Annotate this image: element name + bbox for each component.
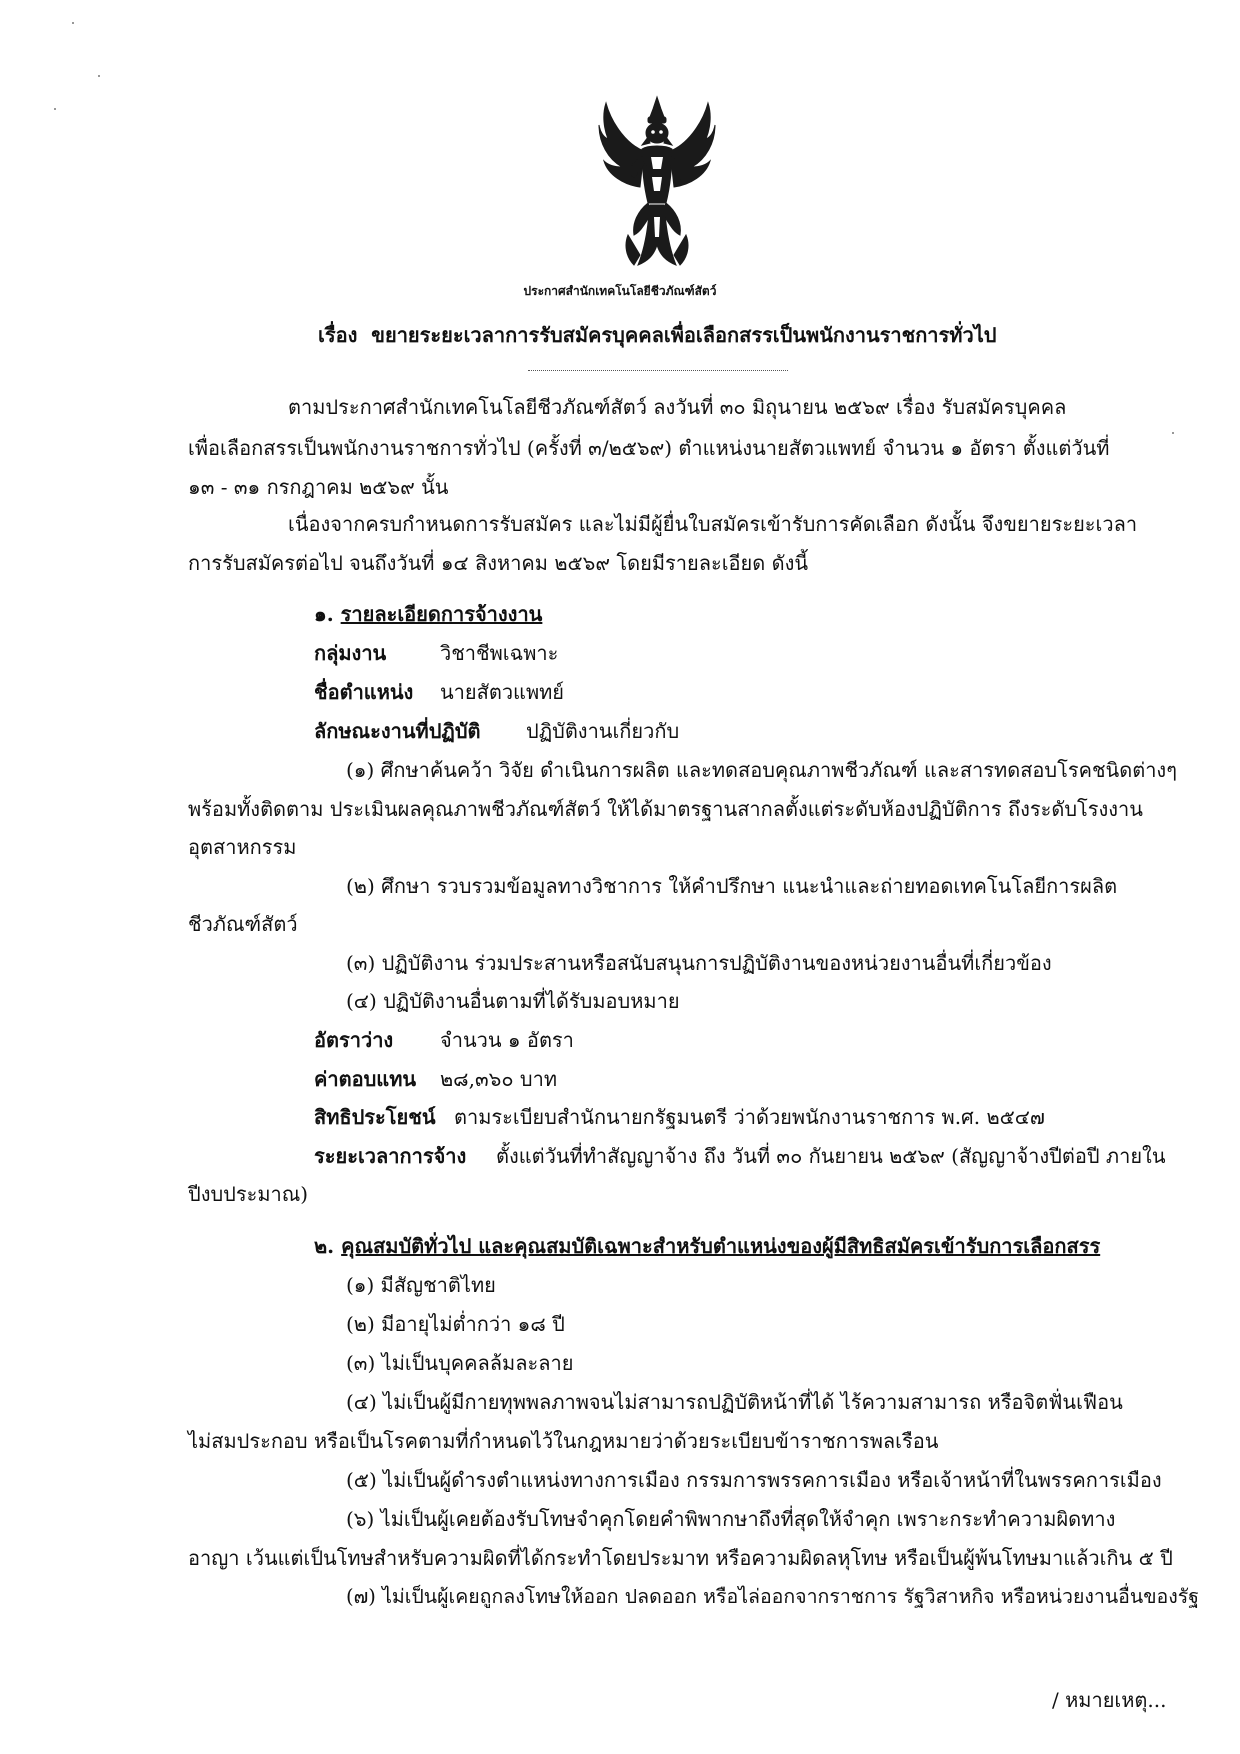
- group-row: [314, 643, 558, 663]
- duty-1-line1: (๑) ศึกษาค้นคว้า วิจัย ดำเนินการผลิต และทดสอบคุณภาพชีวภัณฑ์ และสารทดสอบโรคชนิดต่างๆ: [346, 758, 1177, 782]
- term-value-cont: ปีงบประมาณ): [188, 1182, 309, 1206]
- duty-1-line3: อุตสาหกรรม: [188, 835, 297, 859]
- intro-p2-line1: เนื่องจากครบกำหนดการรับสมัคร และไม่มีผู้ยื่นใบสมัครเข้ารับการคัดเลือก ดังนั้น จึงขยายระยะเวลา: [288, 512, 1138, 536]
- intro-p1-line3: ๑๓ - ๓๑ กรกฎาคม ๒๕๖๙ นั้น: [188, 475, 449, 499]
- garuda-emblem-icon: [598, 95, 716, 275]
- pay-label: ค่าตอบแทน: [314, 1067, 417, 1091]
- vacancy-value: จำนวน ๑ อัตรา: [440, 1028, 574, 1052]
- duty-4: (๔) ปฏิบัติงานอื่นตามที่ได้รับมอบหมาย: [346, 989, 680, 1013]
- qualification-5: (๕) ไม่เป็นผู้ดำรงตำแหน่งทางการเมือง กรรมการพรรคการเมือง หรือเจ้าหน้าที่ในพรรคการเมือง: [346, 1468, 1162, 1492]
- pay-value: ๒๘,๓๖๐ บาท: [440, 1067, 558, 1091]
- group-value: วิชาชีพเฉพาะ: [440, 641, 559, 665]
- duty-1-line2: พร้อมทั้งติดตาม ประเมินผลคุณภาพชีวภัณฑ์สัตว์ ให้ได้มาตรฐานสากลตั้งแต่ระดับห้องปฏิบัติการ ถึงระดับโรงงาน: [188, 797, 1143, 821]
- benefit-value: ตามระเบียบสำนักนายกรัฐมนตรี ว่าด้วยพนักงานราชการ พ.ศ. ๒๕๔๗: [454, 1105, 1045, 1129]
- scan-speck: [98, 75, 100, 77]
- benefit-row: [314, 1107, 1045, 1127]
- continuation-note: / หมายเหตุ...: [1052, 1688, 1167, 1712]
- term-row: [314, 1146, 1166, 1166]
- term-label: ระยะเวลาการจ้าง: [314, 1144, 467, 1168]
- section1-number: ๑.: [314, 602, 334, 626]
- subject-label: เรื่อง: [318, 323, 358, 347]
- qualification-3: (๓) ไม่เป็นบุคคลล้มละลาย: [346, 1351, 574, 1375]
- vacancy-row: [314, 1030, 574, 1050]
- section2-number: ๒.: [314, 1234, 335, 1258]
- duty-2-line1: (๒) ศึกษา รวบรวมข้อมูลทางวิชาการ ให้คำปรึกษา แนะนำและถ่ายทอดเทคโนโลยีการผลิต: [346, 874, 1118, 898]
- position-label: ชื่อตำแหน่ง: [314, 680, 414, 704]
- term-value: ตั้งแต่วันที่ทำสัญญาจ้าง ถึง วันที่ ๓๐ กันยายน ๒๕๖๙ (สัญญาจ้างปีต่อปี ภายใน: [496, 1144, 1166, 1168]
- benefit-label: สิทธิประโยชน์: [314, 1105, 436, 1129]
- section2-title: คุณสมบัติทั่วไป และคุณสมบัติเฉพาะสำหรับตำแหน่งของผู้มีสิทธิสมัครเข้ารับการเลือกสรร: [341, 1234, 1101, 1258]
- duty-value: ปฏิบัติงานเกี่ยวกับ: [526, 719, 680, 743]
- scan-speck: [54, 108, 56, 110]
- qualification-4-line2: ไม่สมประกอบ หรือเป็นโรคตามที่กำหนดไว้ในกฎหมายว่าด้วยระเบียบข้าราชการพลเรือน: [188, 1429, 939, 1453]
- group-label: กลุ่มงาน: [314, 641, 387, 665]
- qualification-7: (๗) ไม่เป็นผู้เคยถูกลงโทษให้ออก ปลดออก หรือไล่ออกจากราชการ รัฐวิสาหกิจ หรือหน่วยงานอื่นของรัฐ: [346, 1585, 1200, 1608]
- vacancy-label: อัตราว่าง: [314, 1028, 394, 1052]
- position-value: นายสัตวแพทย์: [440, 680, 565, 704]
- qualification-4-line1: (๔) ไม่เป็นผู้มีกายทุพพลภาพจนไม่สามารถปฏิบัติหน้าที่ได้ ไร้ความสามารถ หรือจิตฟั่นเฟือน: [346, 1390, 1123, 1414]
- duty-row: [314, 721, 679, 741]
- subject-text: ขยายระยะเวลาการรับสมัครบุคคลเพื่อเลือกสรรเป็นพนักงานราชการทั่วไป: [371, 323, 997, 347]
- scan-speck: [72, 22, 74, 24]
- scan-speck: [1172, 432, 1174, 434]
- intro-p2-line2: การรับสมัครต่อไป จนถึงวันที่ ๑๔ สิงหาคม ๒๕๖๙ โดยมีรายละเอียด ดังนี้: [188, 551, 809, 575]
- title-divider: [528, 370, 788, 371]
- announcement-title: ประกาศสำนักเทคโนโลยีชีวภัณฑ์สัตว์: [523, 284, 717, 298]
- pay-row: [314, 1069, 557, 1089]
- subject-line: [318, 325, 996, 345]
- qualification-6-line1: (๖) ไม่เป็นผู้เคยต้องรับโทษจำคุกโดยคำพิพากษาถึงที่สุดให้จำคุก เพราะกระทำความผิดทาง: [346, 1507, 1116, 1531]
- qualification-6-line2: อาญา เว้นแต่เป็นโทษสำหรับความผิดที่ได้กระทำโดยประมาท หรือความผิดลหุโทษ หรือเป็นผู้พ้นโทษมาแล้วเกิน ๕ ปี: [188, 1546, 1173, 1570]
- intro-p1-line1: ตามประกาศสำนักเทคโนโลยีชีวภัณฑ์สัตว์ ลงวันที่ ๓๐ มิถุนายน ๒๕๖๙ เรื่อง รับสมัครบุคคล: [288, 395, 1067, 419]
- duty-label: ลักษณะงานที่ปฏิบัติ: [314, 719, 481, 743]
- qualification-2: (๒) มีอายุไม่ต่ำกว่า ๑๘ ปี: [346, 1312, 565, 1336]
- qualification-1: (๑) มีสัญชาติไทย: [346, 1273, 496, 1297]
- intro-p1-line2: เพื่อเลือกสรรเป็นพนักงานราชการทั่วไป (ครั้งที่ ๓/๒๕๖๙) ตำแหน่งนายสัตวแพทย์ จำนวน ๑ อัตรา ตั้งแต่วันที่: [188, 436, 1110, 460]
- section1-title: รายละเอียดการจ้างงาน: [340, 602, 543, 626]
- position-row: [314, 682, 564, 702]
- section2-heading: [314, 1236, 1100, 1256]
- duty-3: (๓) ปฏิบัติงาน ร่วมประสานหรือสนับสนุนการปฏิบัติงานของหน่วยงานอื่นที่เกี่ยวข้อง: [346, 951, 1052, 975]
- section1-heading: [314, 604, 542, 624]
- duty-2-line2: ชีวภัณฑ์สัตว์: [188, 912, 298, 936]
